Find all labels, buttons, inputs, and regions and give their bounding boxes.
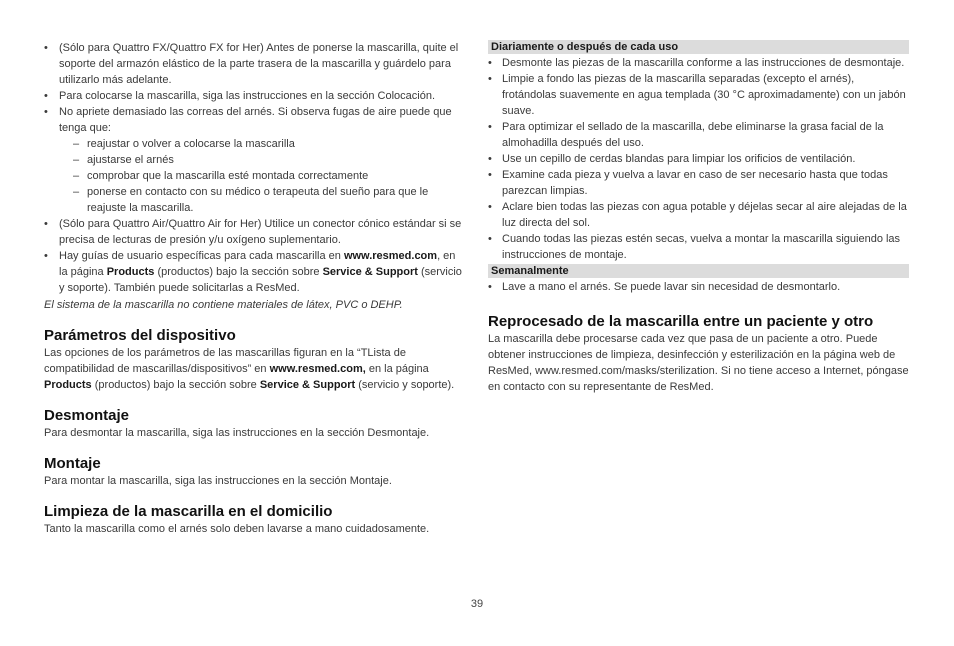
emphasis-text: www.resmed.com, [269, 363, 366, 375]
section-body: Las opciones de los parámetros de las mascarillas figuran en la “TLista de compatibilidad de mascarillas/dispositivos” en www.resmed.com, en la página Products (productos) bajo la sección sobre Service & Support (servicio y soporte). [44, 347, 455, 391]
list-item: • Use un cepillo de cerdas blandas para limpiar los orificios de ventilación. [488, 151, 909, 167]
daily-list [488, 55, 909, 263]
list-item: • Lave a mano el arnés. Se puede lavar sin necesidad de desmontarlo. [488, 279, 909, 295]
sub-list-item: – comprobar que la mascarilla esté montada correctamente [59, 168, 464, 184]
section-assembly [44, 455, 464, 489]
sub-list [59, 136, 464, 216]
left-column [44, 40, 464, 537]
right-column [488, 40, 909, 395]
list-item [44, 216, 464, 248]
section-heading: Parámetros del dispositivo [44, 327, 236, 344]
rich-text: (Sólo para Quattro Air/Quattro Air for Her) Utilice un conector cónico estándar si se precisa de lecturas de presión y/u oxígeno suplementario. [59, 218, 462, 246]
list-item: • Examine cada pieza y vuelva a lavar en caso de ser necesario hasta que todas parezcan limpias. [488, 167, 909, 199]
section-body: Para montar la mascarilla, siga las instrucciones en la sección Montaje. [44, 475, 392, 487]
section-reprocessing [488, 313, 909, 395]
section-home-cleaning [44, 503, 464, 537]
rich-text: (Sólo para Quattro FX/Quattro FX for Her) Antes de ponerse la mascarilla, quite el soporte del armazón elástico de la parte trasera de la mascarilla y guárdelo para utilizarlo más adelante. [59, 42, 459, 86]
weekly-list [488, 279, 909, 295]
sub-list-item: – reajustar o volver a colocarse la mascarilla [59, 136, 464, 152]
list-item [44, 40, 464, 88]
section-heading: Desmontaje [44, 407, 130, 424]
list-item [44, 88, 464, 104]
list-item [44, 104, 464, 216]
rich-text: Para colocarse la mascarilla, siga las instrucciones en la sección Colocación. [59, 90, 436, 102]
section-disassembly [44, 407, 464, 441]
materials-note: El sistema de la mascarilla no contiene materiales de látex, PVC o DEHP. [44, 299, 403, 311]
daily-heading-bar: Diariamente o después de cada uso [488, 40, 909, 54]
page-number: 39 [470, 598, 484, 610]
section-body: Para desmontar la mascarilla, siga las instrucciones en la sección Desmontaje. [44, 427, 430, 439]
instructions-list [44, 40, 464, 296]
section-body: La mascarilla debe procesarse cada vez que pasa de un paciente a otro. Puede obtener instrucciones de limpieza, desinfección y esterilización en la página web de ResMed, www.resmed.com/masks/sterilization. Si no tiene acceso a Internet, póngase en contacto con su representante de ResMed. [488, 333, 909, 393]
list-item: • Cuando todas las piezas estén secas, vuelva a montar la mascarilla siguiendo las instrucciones de montaje. [488, 231, 909, 263]
emphasis-text: Service & Support [322, 266, 418, 278]
section-body: Tanto la mascarilla como el arnés solo deben lavarse a mano cuidadosamente. [44, 523, 430, 535]
sub-list-item: – ponerse en contacto con su médico o terapeuta del sueño para que le reajuste la mascarilla. [59, 184, 464, 216]
section-device-params [44, 327, 464, 393]
sub-list-item: – ajustarse el arnés [59, 152, 464, 168]
list-item: • Para optimizar el sellado de la mascarilla, debe eliminarse la grasa facial de la almohadilla después del uso. [488, 119, 909, 151]
emphasis-text: Products [106, 266, 155, 278]
rich-text: Hay guías de usuario específicas para cada mascarilla en www.resmed.com, en la página Products (productos) bajo la sección sobre Service & Support (servicio y soporte). También puede solicitarlas a ResMed. [59, 250, 462, 294]
section-heading: Limpieza de la mascarilla en el domicilio [44, 503, 333, 520]
emphasis-text: Products [44, 379, 92, 391]
section-heading: Reprocesado de la mascarilla entre un paciente y otro [488, 313, 874, 330]
list-item: • Limpie a fondo las piezas de la mascarilla separadas (excepto el arnés), frotándolas suavemente en agua templada (30 °C aproximadamente) con un jabón suave. [488, 71, 909, 119]
list-item: • Aclare bien todas las piezas con agua potable y déjelas secar al aire alejadas de la luz directa del sol. [488, 199, 909, 231]
list-item [44, 248, 464, 296]
rich-text: No apriete demasiado las correas del arnés. Si observa fugas de aire puede que tenga que: [59, 106, 452, 134]
emphasis-text: Service & Support [259, 379, 356, 391]
weekly-heading-bar: Semanalmente [488, 264, 909, 278]
emphasis-text: www.resmed.com [343, 250, 438, 262]
list-item: • Desmonte las piezas de la mascarilla conforme a las instrucciones de desmontaje. [488, 55, 909, 71]
section-heading: Montaje [44, 455, 101, 472]
